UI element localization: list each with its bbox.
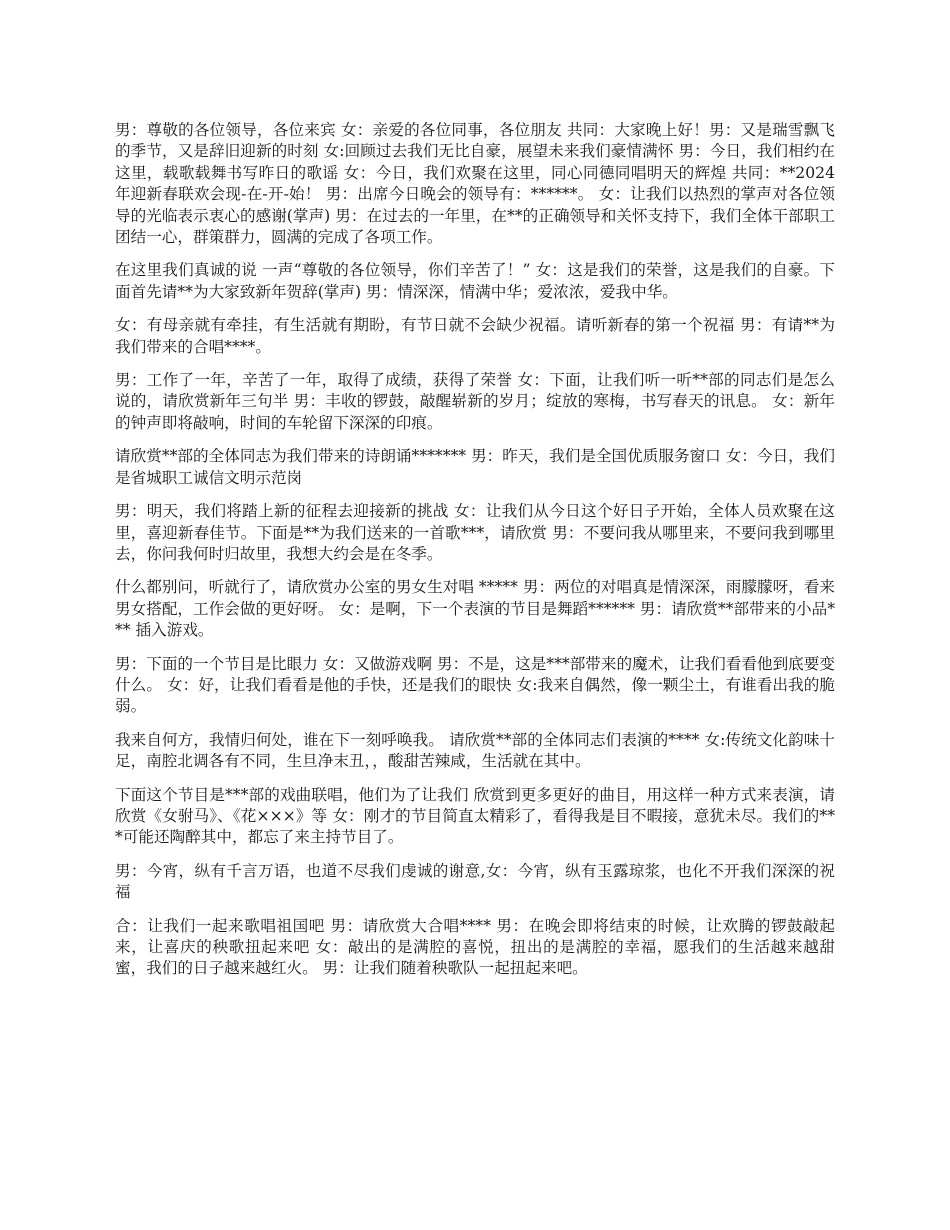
paragraph: 什么都别问，听就行了，请欣赏办公室的男女生对唱 ***** 男：两位的对唱真是情深深，雨朦朦呀，看来男女搭配，工作会做的更好呀。 女：是啊，下一个表演的节目是舞蹈****** 男：请欣赏**部带来的小品*** 插入游戏。	[115, 578, 835, 640]
paragraph: 我来自何方，我情归何处，谁在下一刻呼唤我。 请欣赏**部的全体同志们表演的**** 女:传统文化韵味十足，南腔北调各有不同，生旦净末丑，，酸甜苦辣咸，生活就在其中。	[115, 730, 835, 771]
paragraph: 下面这个节目是***部的戏曲联唱，他们为了让我们 欣赏到更多更好的曲目，用这样一种方式来表演，请欣赏《女驸马》、《花×××》等 女：刚才的节目简直太精彩了，看得我是目不暇接，意犹未尽。我们的***可能还陶醉其中，都忘了来主持节目了。	[115, 785, 835, 847]
paragraph: 男：尊敬的各位领导，各位来宾 女：亲爱的各位同事，各位朋友 共同：大家晚上好！男：又是瑞雪飘飞的季节，又是辞旧迎新的时刻 女:回顾过去我们无比自豪，展望未来我们豪情满怀 男：今日，我们相约在这里，载歌载舞书写昨日的歌谣 女：今日，我们欢聚在这里，同心同德同唱明天的辉煌 共同：**2024年迎新春联欢会现-在-开-始！ 男：出席今日晚会的领导有：******。 女：让我们以热烈的掌声对各位领导的光临表示衷心的感谢(掌声) 男：在过去的一年里，在**的正确领导和关怀支持下，我们全体干部职工团结一心，群策群力，圆满的完成了各项工作。	[115, 121, 835, 247]
paragraph: 请欣赏**部的全体同志为我们带来的诗朗诵******* 男：昨天，我们是全国优质服务窗口 女：今日，我们是省城职工诚信文明示范岗	[115, 447, 835, 487]
paragraph: 女：有母亲就有牵挂，有生活就有期盼，有节日就不会缺少祝福。请听新春的第一个祝福 男：有请**为我们带来的合唱****。	[115, 316, 835, 356]
paragraph: 在这里我们真诚的说 一声“尊敬的各位领导，你们辛苦了！” 女：这是我们的荣誉，这是我们的自豪。下面首先请**为大家致新年贺辞(掌声) 男：情深深，情满中华；爱浓浓，爱我中华。	[115, 261, 835, 301]
paragraph: 合：让我们一起来歌唱祖国吧 男：请欣赏大合唱**** 男：在晚会即将结束的时候，让欢腾的锣鼓敲起来，让喜庆的秧歌扭起来吧 女：敲出的是满腔的喜悦，扭出的是满腔的幸福，愿我们的生活越来越甜蜜，我们的日子越来越红火。 男：让我们随着秧歌队一起扭起来吧。	[115, 916, 835, 978]
document-page	[115, 120, 835, 992]
paragraph: 男：明天，我们将踏上新的征程去迎接新的挑战 女：让我们从今日这个好日子开始，全体人员欢聚在这里，喜迎新春佳节。下面是**为我们送来的一首歌***，请欣赏 男：不要问我从哪里来，不要问我到哪里去，你问我何时归故里，我想大约会是在冬季。	[115, 502, 835, 563]
paragraph: 男：今宵，纵有千言万语，也道不尽我们虔诚的谢意,女：今宵，纵有玉露琼浆，也化不开我们深深的祝福	[115, 861, 835, 902]
paragraph: 男：工作了一年，辛苦了一年，取得了成绩，获得了荣誉 女：下面，让我们听一听**部的同志们是怎么说的，请欣赏新年三句半 男：丰收的锣鼓，敲醒崭新的岁月；绽放的寒梅，书写春天的讯息。 女：新年的钟声即将敲响，时间的车轮留下深深的印痕。	[115, 371, 835, 432]
paragraph: 男：下面的一个节目是比眼力 女：又做游戏啊 男：不是，这是***部带来的魔术，让我们看看他到底要变什么。 女：好，让我们看看是他的手快，还是我们的眼快 女:我来自偶然，像一颗尘土，有谁看出我的脆弱。	[115, 654, 835, 716]
